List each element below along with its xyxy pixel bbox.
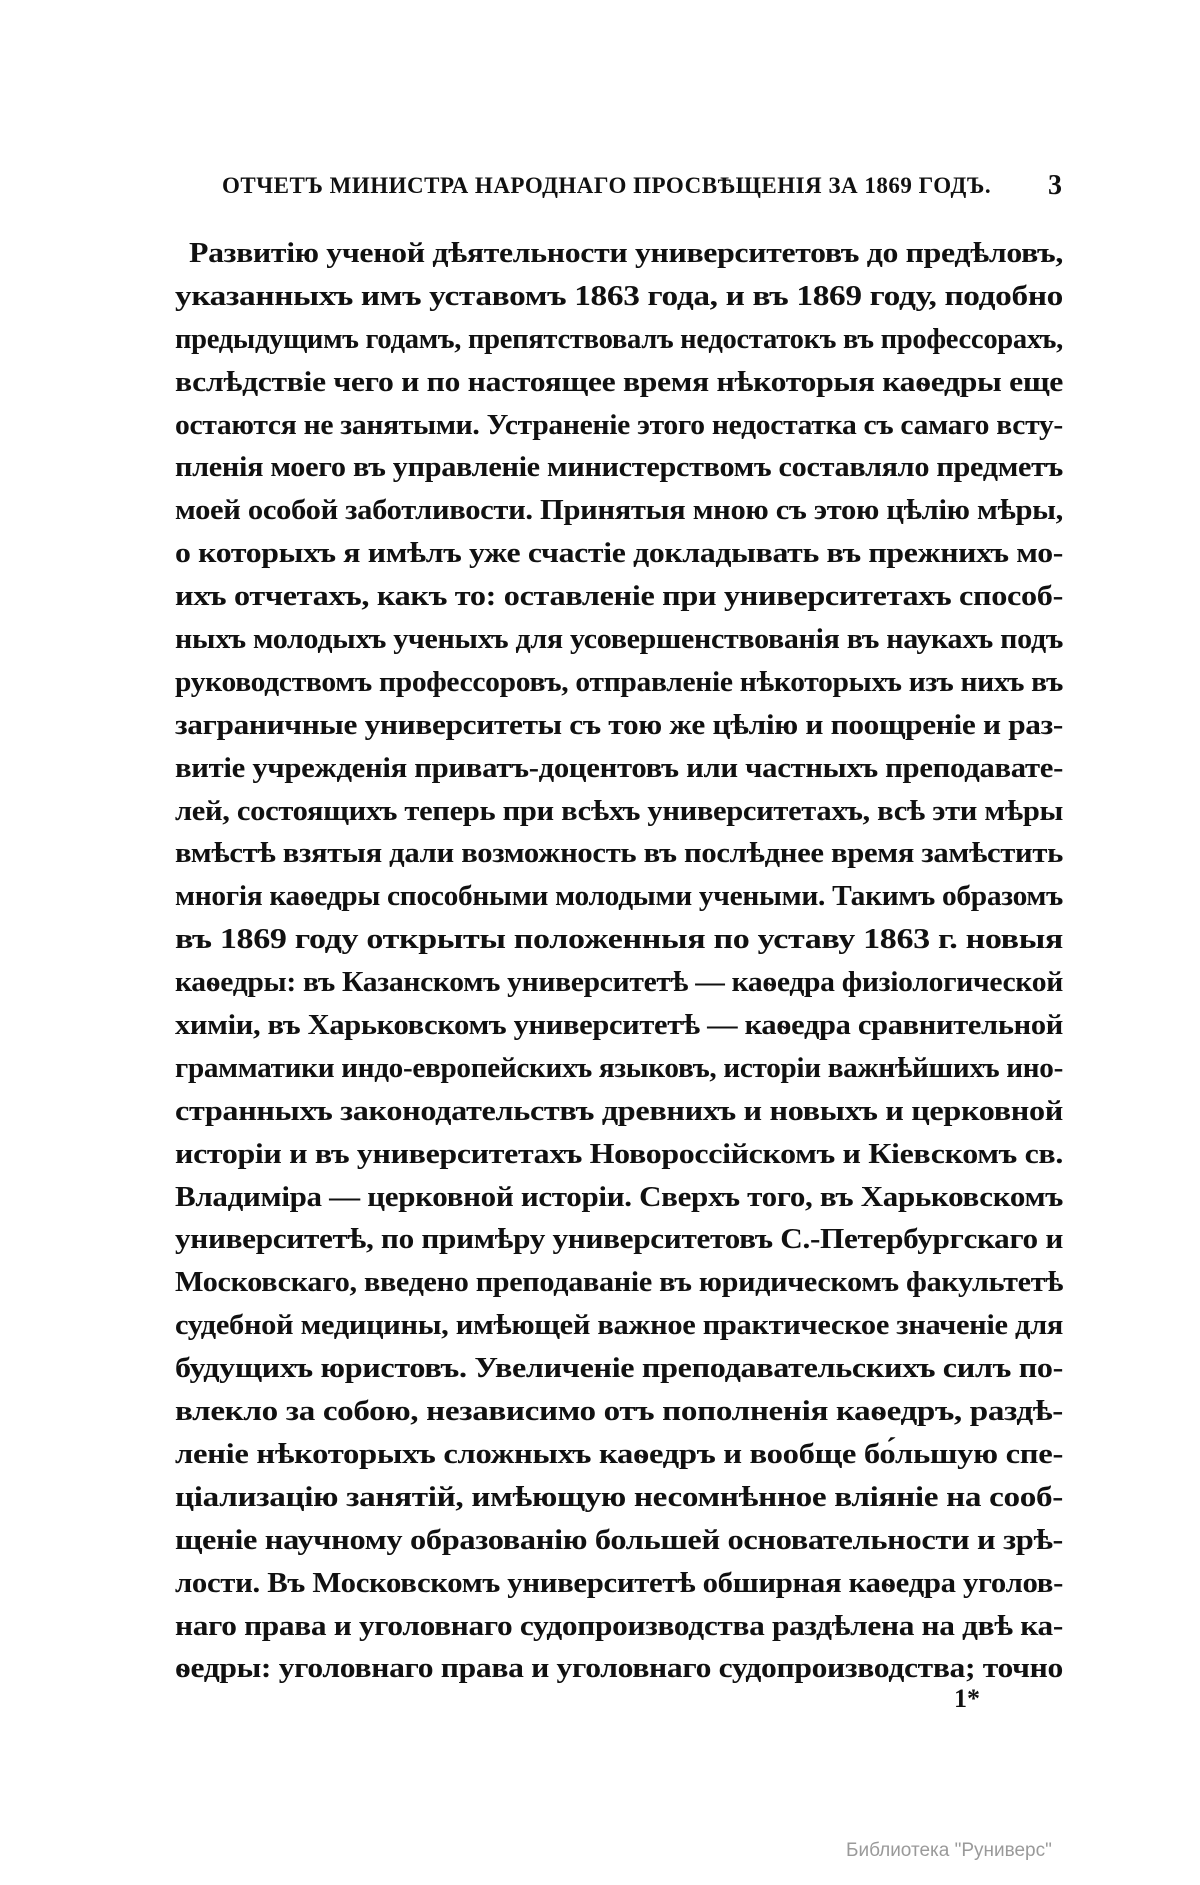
text-line — [175, 1176, 1063, 1219]
text-line — [175, 1133, 1063, 1176]
text-line — [175, 318, 1063, 361]
text-line — [175, 1519, 1063, 1562]
running-header — [222, 168, 1062, 204]
text-line-content: о которыхъ я имѣлъ уже счастіе докладывать въ прежнихъ мо- — [175, 537, 1063, 570]
text-line — [175, 832, 1063, 875]
text-line-content: витіе учрежденія приватъ-доцентовъ или частныхъ преподавате- — [175, 751, 1063, 784]
text-line — [175, 1347, 1063, 1390]
text-line — [175, 1047, 1063, 1090]
text-line-content: пленія моего въ управленіе министерствомъ составляло предметъ — [175, 451, 1063, 484]
text-line-content: лей, состоящихъ теперь при всѣхъ университетахъ, всѣ эти мѣры — [175, 794, 1063, 827]
text-line — [175, 1090, 1063, 1133]
text-line — [175, 1390, 1063, 1433]
text-line — [175, 918, 1063, 961]
text-line-content: судебной медицины, имѣющей важное практическое значеніе для — [175, 1309, 1063, 1342]
running-title: ОТЧЕТЪ МИНИСТРА НАРОДНАГО ПРОСВѢЩЕНІЯ ЗА 1869 ГОДЪ. — [222, 173, 992, 198]
text-line-content: каѳедры: въ Казанскомъ университетѣ — каѳедра физіологической — [175, 966, 1063, 999]
text-line-content: Московскаго, введено преподаваніе въ юридическомъ факультетѣ — [175, 1266, 1063, 1299]
text-line — [175, 1304, 1063, 1347]
text-line — [175, 618, 1063, 661]
text-line-content: ѳедры: уголовнаго права и уголовнаго судопроизводства; точно — [175, 1652, 1063, 1685]
text-line-content: многія каѳедры способными молодыми учеными. Такимъ образомъ — [175, 880, 1063, 913]
text-line — [175, 704, 1063, 747]
text-line-content: странныхъ законодательствъ древнихъ и новыхъ и церковной — [175, 1094, 1063, 1127]
text-line — [175, 1261, 1063, 1304]
text-line — [175, 875, 1063, 918]
text-line-content: вмѣстѣ взятыя дали возможность въ послѣднее время замѣстить — [175, 837, 1063, 870]
text-line-content: университетѣ, по примѣру университетовъ С.-Петербургскаго и — [175, 1223, 1063, 1256]
text-line — [175, 275, 1063, 318]
text-line-content: Владиміра — церковной исторіи. Сверхъ того, въ Харьковскомъ — [175, 1180, 1063, 1213]
text-line-content: ихъ отчетахъ, какъ то: оставленіе при университетахъ способ- — [175, 580, 1063, 613]
text-line — [175, 489, 1063, 532]
text-line — [175, 1218, 1063, 1261]
text-line-content: щеніе научному образованію большей основательности и зрѣ- — [175, 1523, 1063, 1556]
text-line — [175, 404, 1063, 447]
text-line — [175, 1433, 1063, 1476]
text-line-content: исторіи и въ университетахъ Новороссійскомъ и Кіевскомъ св. — [175, 1137, 1063, 1170]
text-line — [175, 961, 1063, 1004]
text-line-content: ціализацію занятій, имѣющую несомнѣнное вліяніе на сооб- — [175, 1480, 1063, 1513]
signature-mark: 1* — [954, 1684, 980, 1713]
text-line — [175, 446, 1063, 489]
text-line-content: влекло за собою, независимо отъ пополненія каѳедръ, раздѣ- — [175, 1395, 1063, 1428]
text-line-content: будущихъ юристовъ. Увеличеніе преподавательскихъ силъ по- — [175, 1352, 1063, 1385]
text-line-content: наго права и уголовнаго судопроизводства раздѣлена на двѣ ка- — [175, 1609, 1063, 1642]
text-line-content: Развитію ученой дѣятельности университетовъ до предѣловъ, — [189, 237, 1063, 269]
text-line — [175, 1605, 1063, 1648]
text-line — [175, 1476, 1063, 1519]
page-body-text — [175, 232, 1063, 1690]
text-line-content: въ 1869 году открыты положенныя по уставу 1863 г. новыя — [175, 923, 1063, 956]
text-line — [175, 1004, 1063, 1047]
text-line — [175, 361, 1063, 404]
text-line-content: химіи, въ Харьковскомъ университетѣ — каѳедра сравнительной — [175, 1009, 1063, 1042]
text-line — [175, 661, 1063, 704]
text-line-content: лости. Въ Московскомъ университетѣ обширная каѳедра уголов- — [175, 1566, 1063, 1599]
text-line-content: ныхъ молодыхъ ученыхъ для усовершенствованія въ наукахъ подъ — [175, 623, 1063, 656]
text-line-content: предыдущимъ годамъ, препятствовалъ недостатокъ въ профессорахъ, — [175, 322, 1063, 355]
text-line-content: остаются не занятыми. Устраненіе этого недостатка съ самаго всту- — [175, 408, 1063, 441]
library-watermark: Библиотека "Руниверс" — [846, 1840, 1052, 1861]
text-line — [175, 1562, 1063, 1605]
text-line-content: леніе нѣкоторыхъ сложныхъ каѳедръ и вообще бо́льшую спе- — [175, 1437, 1063, 1470]
text-line — [175, 1647, 1063, 1690]
text-line-content: вслѣдствіе чего и по настоящее время нѣкоторыя каѳедры еще — [175, 365, 1063, 398]
text-line — [175, 790, 1063, 833]
text-line-content: моей особой заботливости. Принятыя мною съ этою цѣлію мѣры, — [175, 494, 1063, 527]
text-line-content: грамматики индо-европейскихъ языковъ, исторіи важнѣйшихъ ино- — [175, 1051, 1063, 1084]
text-line-content: указанныхъ имъ уставомъ 1863 года, и въ 1869 году, подобно — [175, 279, 1063, 312]
text-line — [175, 232, 1063, 275]
text-line — [175, 575, 1063, 618]
text-line-content: руководствомъ профессоровъ, отправленіе нѣкоторыхъ изъ нихъ въ — [175, 665, 1063, 698]
text-line-content: заграничные университеты съ тою же цѣлію и поощреніе и раз- — [175, 708, 1063, 741]
page-number: 3 — [1048, 170, 1062, 201]
text-line — [175, 532, 1063, 575]
text-line — [175, 747, 1063, 790]
